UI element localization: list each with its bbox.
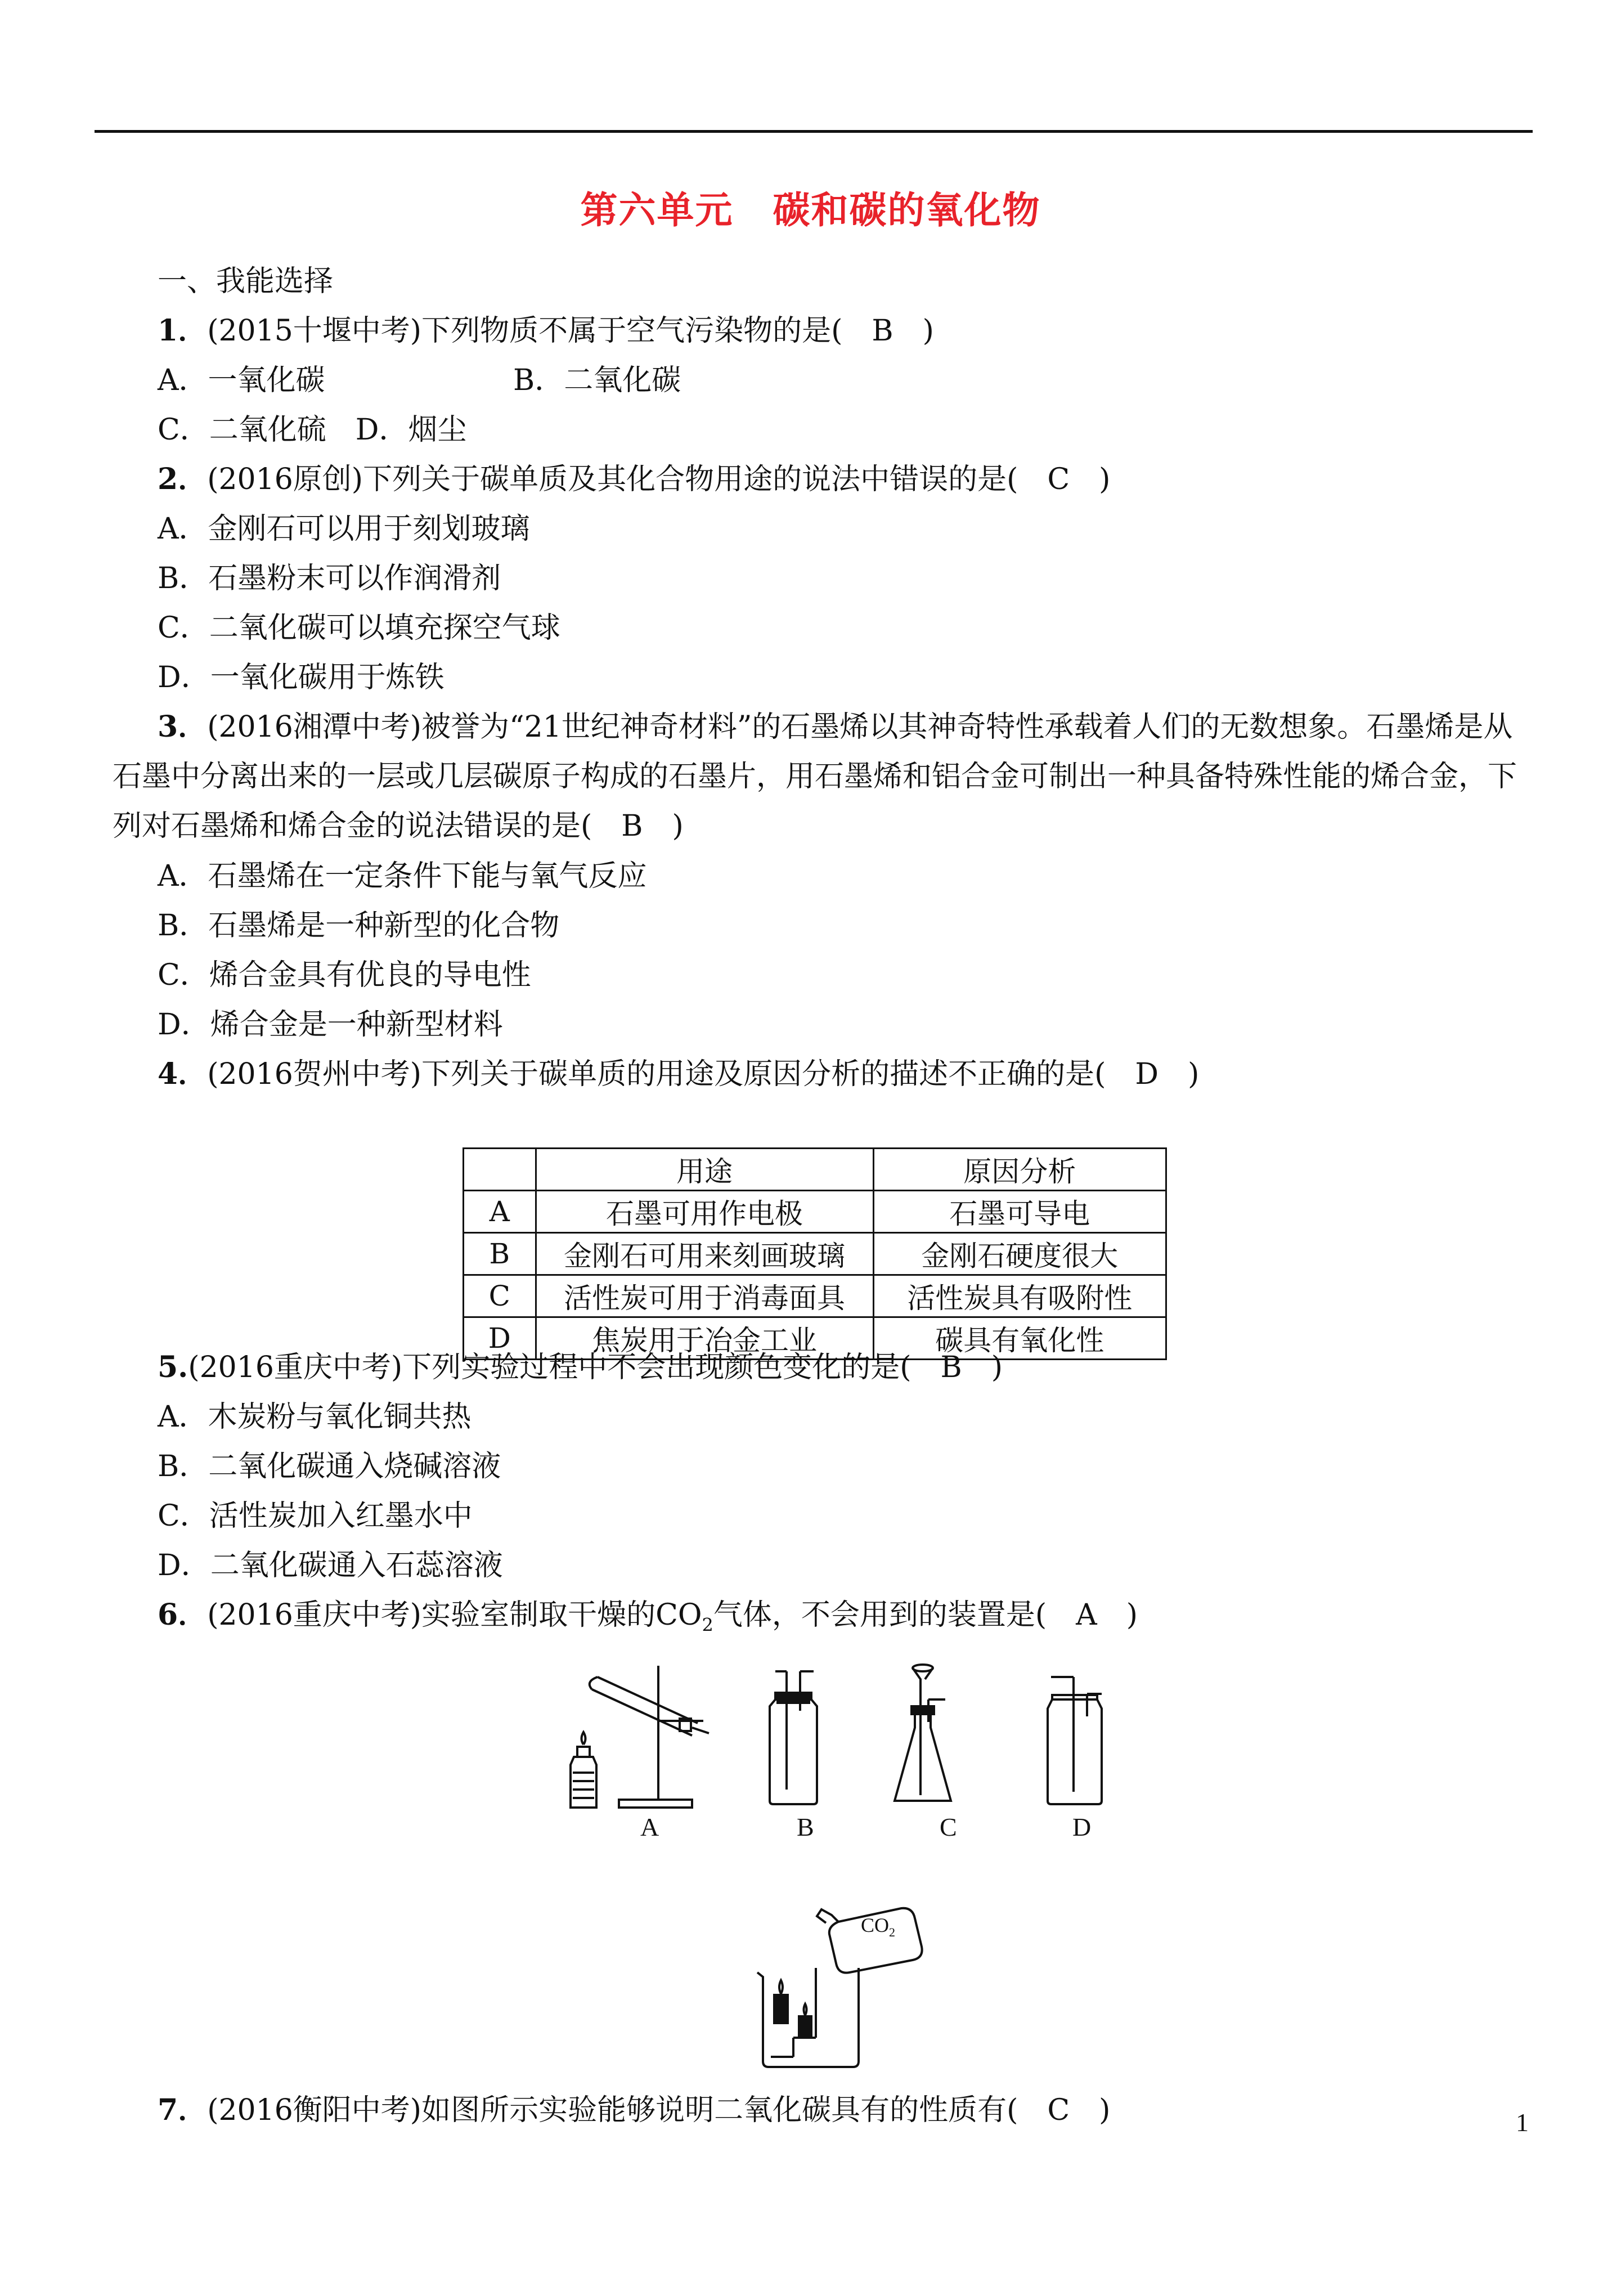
question-7: 7．(2016衡阳中考)如图所示实验能够说明二氧化碳具有的性质有( C ) [158,2093,1111,2127]
table-cell: 活性炭可用于消毒面具 [536,1275,873,1317]
table-row [464,1233,1166,1275]
question-6: 6．(2016重庆中考)实验室制取干燥的$CO_2$气体，不会用到的装置是( A ) [158,1598,1138,1636]
q3-option-b: B．石墨烯是一种新型的化合物 [158,909,560,943]
co2-candle-figure [754,1905,940,2068]
table-cell: 焦炭用于冶金工业 [536,1317,873,1360]
apparatus-label-c: C [940,1813,957,1841]
table-header-cell: 原因分析 [873,1149,1166,1191]
question-1: 1．(2015十堰中考)下列物质不属于空气污染物的是( B ) [158,313,934,348]
q5-option-b: B．二氧化碳通入烧碱溶液 [158,1450,501,1483]
q2-option-a: A．金刚石可以用于刻划玻璃 [158,512,530,546]
apparatus-label-b: B [797,1813,814,1841]
table-header-row [464,1149,1166,1191]
table-cell: 石墨可用作电极 [536,1191,873,1233]
table-cell: D [464,1317,536,1360]
question-3: 3．(2016湘潭中考)被誉为“21世纪神奇材料”的石墨烯以其神奇特性承载着人们的无数想象。石墨烯是从石墨中分离出来的一层或几层碳原子构成的石墨片，用石墨烯和铝合金可制出一种具备特殊性能的烯合金，下列对石墨烯和烯合金的说法错误的是( B ) [113,710,1517,843]
apparatus-b-bottle-icon [770,1671,817,1804]
question-5: 5.(2016重庆中考)下列实验过程中不会出现颜色变化的是( B ) [158,1350,1003,1384]
apparatus-d-bottle-icon [1048,1677,1102,1804]
q3-option-c: C．烯合金具有优良的导电性 [158,958,531,992]
table-cell: C [464,1275,536,1317]
section-heading: 一、我能选择 [158,264,334,298]
table-cell: 石墨可导电 [873,1191,1166,1233]
co2-bottle-label: $CO_2$ [861,1914,896,1940]
q3-option-a: A．石墨烯在一定条件下能与氧气反应 [158,859,647,893]
q3-option-d: D．烯合金是一种新型材料 [158,1008,503,1042]
apparatus-label-d: D [1072,1813,1092,1841]
table-header-cell [464,1149,536,1191]
table-cell: 碳具有氧化性 [873,1317,1166,1360]
apparatus-a-heating-icon [571,1666,709,1808]
q5-option-c: C．活性炭加入红墨水中 [158,1499,473,1533]
q1-option-b: B．二氧化碳 [513,364,681,397]
q5-option-d: D．二氧化碳通入石蕊溶液 [158,1549,503,1582]
table-cell: 金刚石硬度很大 [873,1233,1166,1275]
apparatus-figure [557,1660,1131,1823]
table-cell: B [464,1233,536,1275]
table-cell: 金刚石可用来刻画玻璃 [536,1233,873,1275]
q2-option-d: D．一氧化碳用于炼铁 [158,661,444,694]
apparatus-label-a: A [640,1813,659,1841]
apparatus-c-flask-icon [895,1665,951,1801]
q5-option-a: A．木炭粉与氧化铜共热 [158,1400,472,1434]
table-header-cell: 用途 [536,1149,873,1191]
header-rule [95,130,1533,133]
table-cell: A [464,1191,536,1233]
page-title: 第六单元 碳和碳的氧化物 [580,188,1041,232]
question-4: 4．(2016贺州中考)下列关于碳单质的用途及原因分析的描述不正确的是( D ) [158,1057,1200,1091]
table-cell: 活性炭具有吸附性 [873,1275,1166,1317]
q2-option-b: B．石墨粉末可以作润滑剂 [158,562,501,595]
table-row [464,1275,1166,1317]
candle-icon [774,1980,811,2037]
q1-option-a: A．一氧化碳 [158,364,325,397]
table-row [464,1191,1166,1233]
page-number: 1 [1516,2108,1529,2137]
q1-option-cd: C．二氧化硫 D．烟尘 [158,413,467,447]
q4-table [462,1147,1167,1360]
q2-option-c: C．二氧化碳可以填充探空气球 [158,611,560,645]
question-2: 2．(2016原创)下列关于碳单质及其化合物用途的说法中错误的是( C ) [158,462,1111,496]
